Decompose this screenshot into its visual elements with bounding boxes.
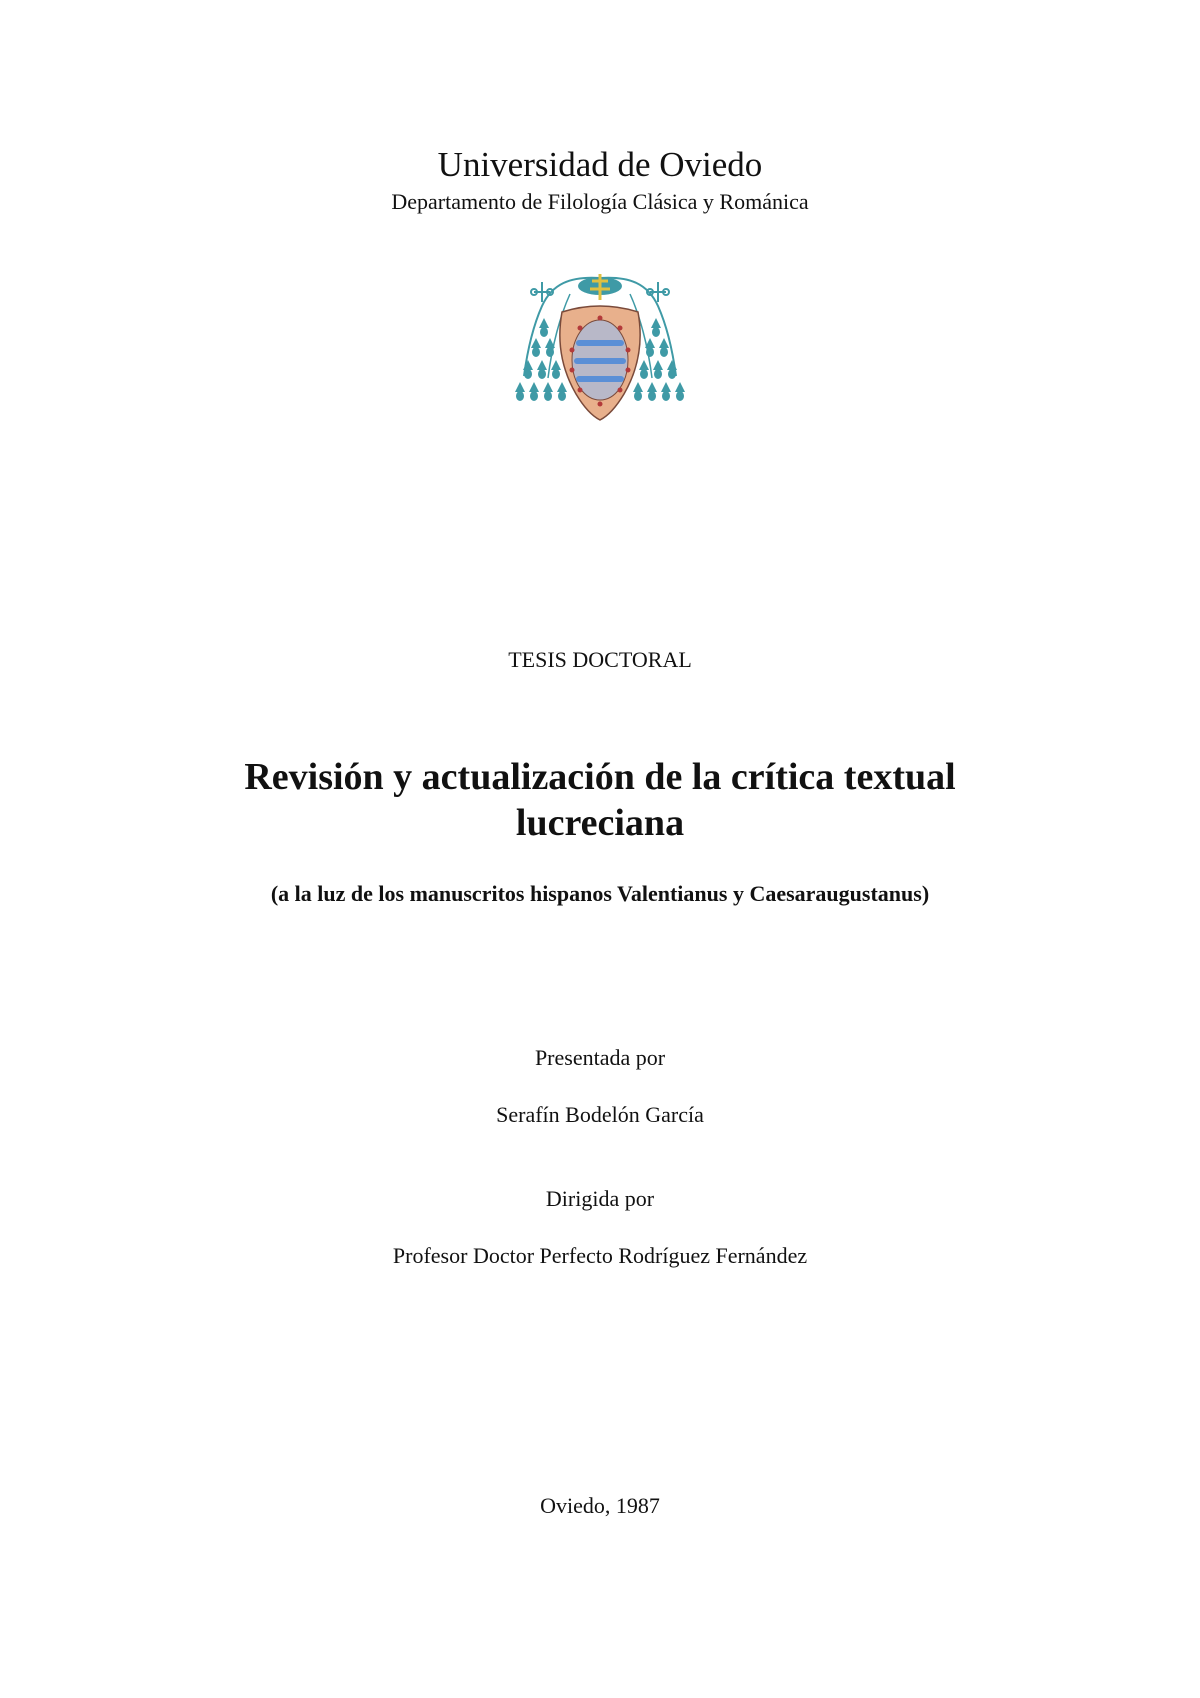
author-name: Serafín Bodelón García xyxy=(496,1102,704,1127)
thesis-title xyxy=(0,754,1200,846)
thesis-title-line-1: Revisión y actualización de la crítica textual xyxy=(244,756,956,798)
presented-by-label: Presentada por xyxy=(534,1045,666,1070)
directed-by-label: Dirigida por xyxy=(545,1186,655,1211)
place-and-date: Oviedo, 1987 xyxy=(540,1493,660,1518)
thesis-title-line-2: lucreciana xyxy=(515,802,685,844)
department-name: Departamento de Filología Clásica y Románica xyxy=(391,189,809,214)
director-name: Profesor Doctor Perfecto Rodríguez Fernández xyxy=(392,1243,808,1268)
university-coat-of-arms-icon xyxy=(500,266,700,426)
thesis-subtitle: (a la luz de los manuscritos hispanos Valentianus y Caesaraugustanus) xyxy=(270,881,930,906)
university-name: Universidad de Oviedo xyxy=(437,145,763,184)
thesis-type: TESIS DOCTORAL xyxy=(508,647,692,672)
